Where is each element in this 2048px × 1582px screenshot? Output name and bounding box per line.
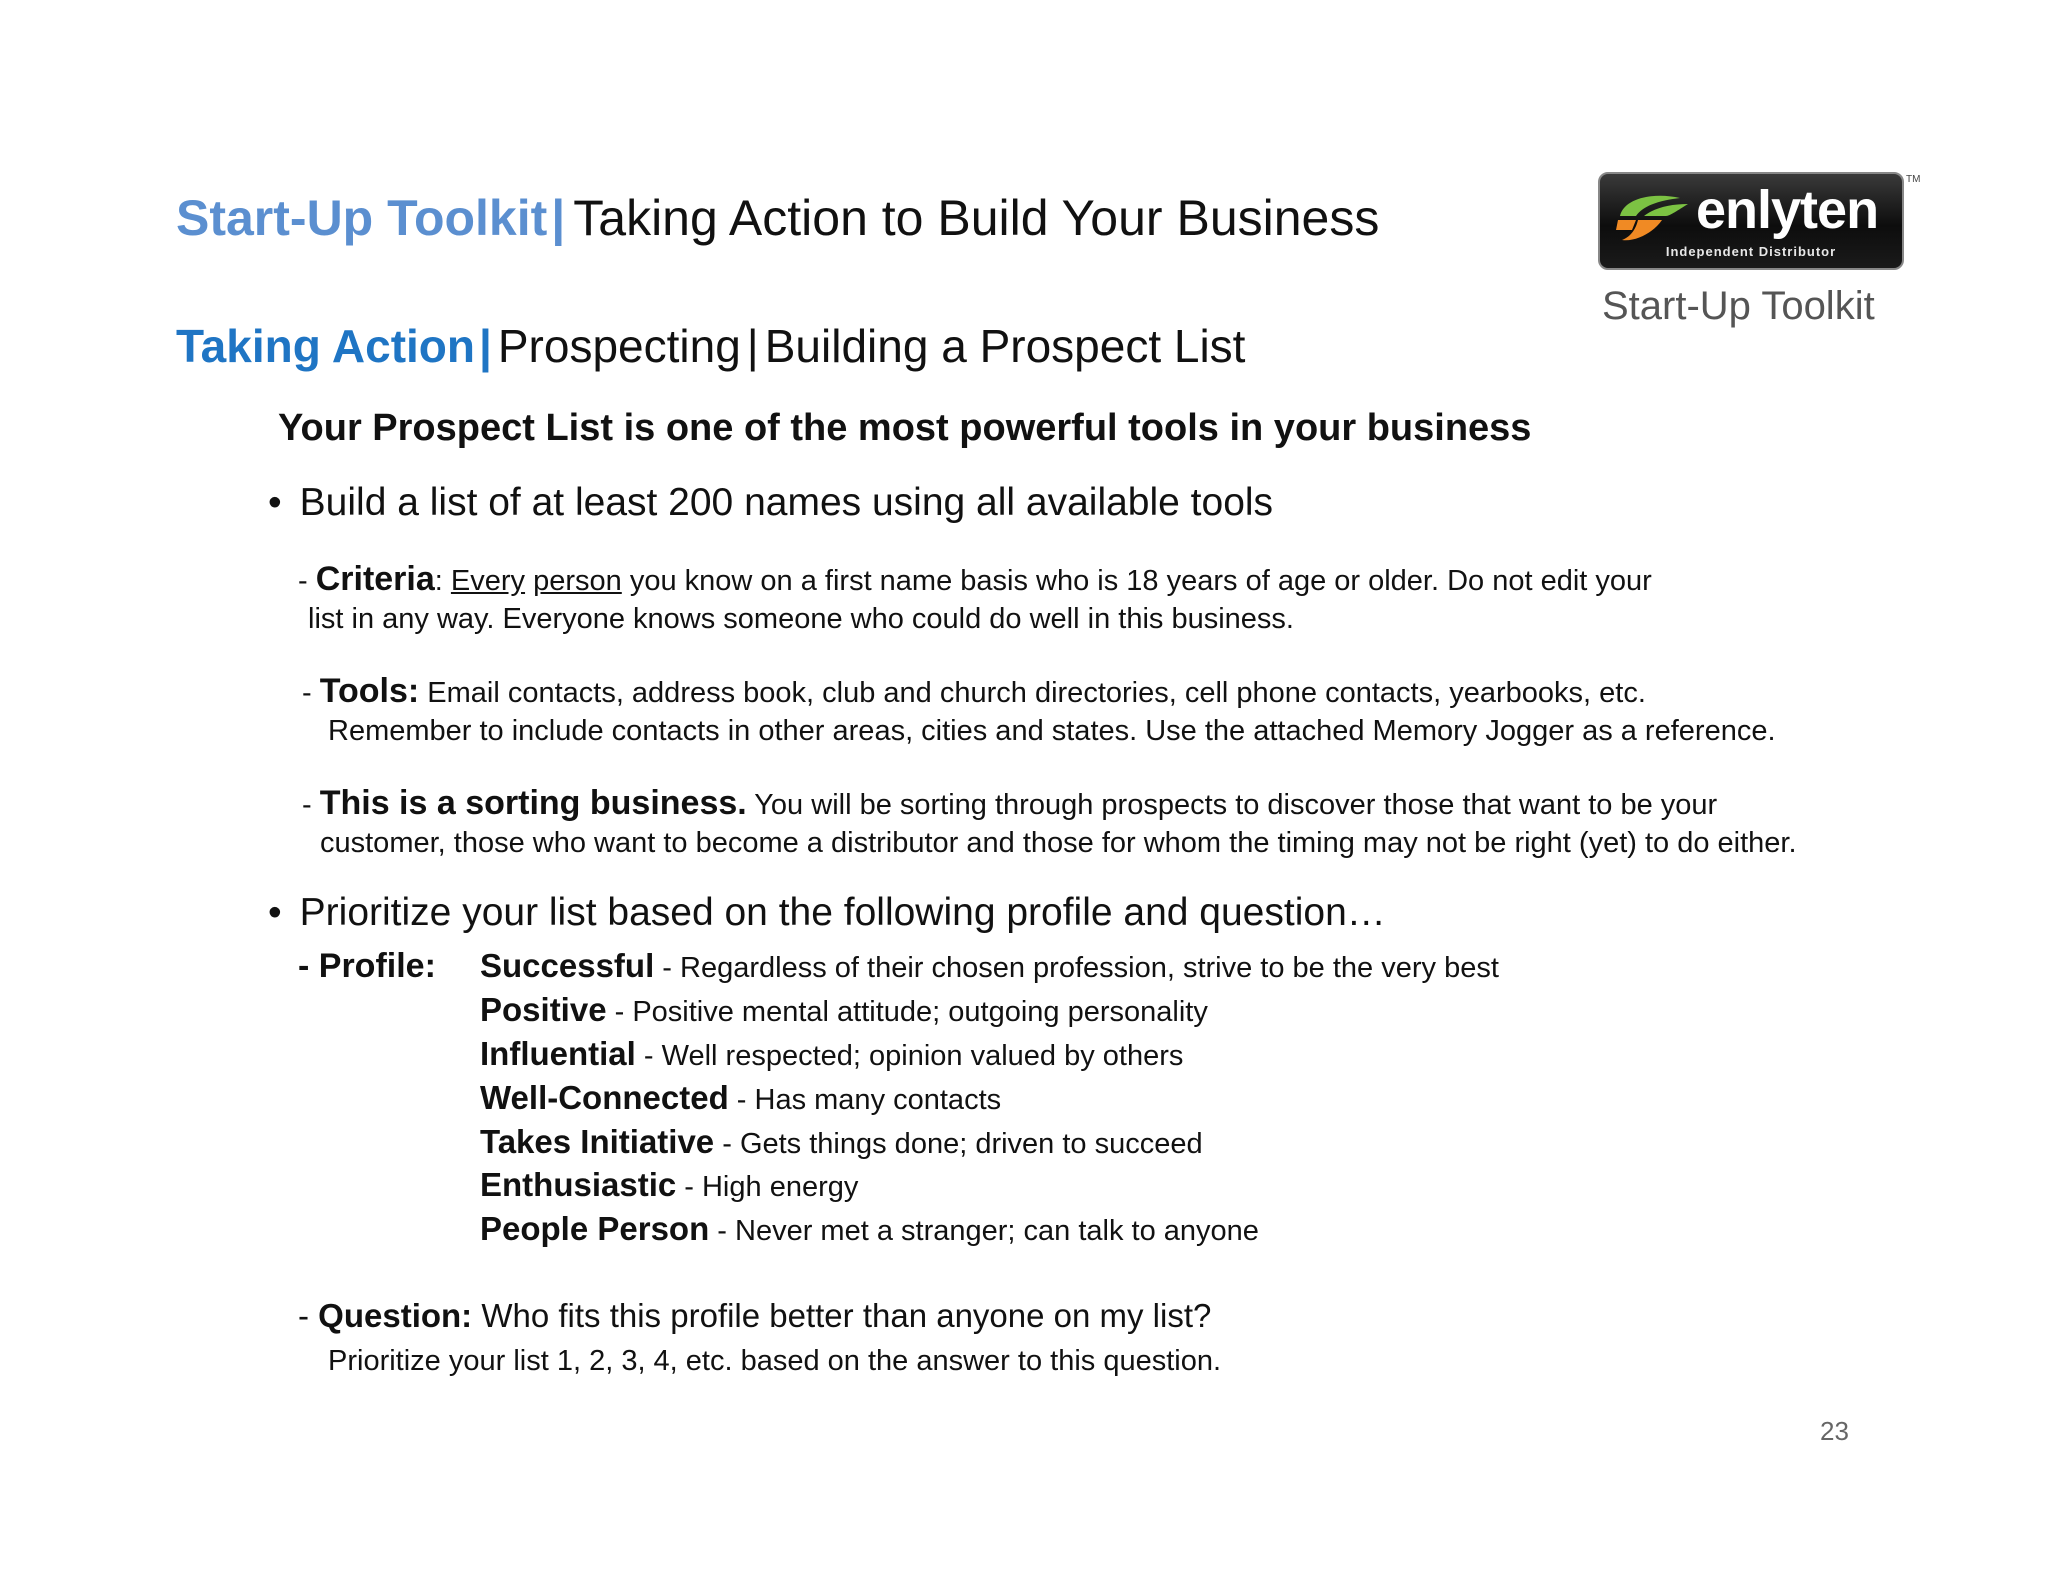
section-title — [176, 318, 1245, 374]
section-part-1: Prospecting — [497, 320, 741, 372]
trait-desc: - High energy — [676, 1171, 859, 1203]
question-text: Who fits this profile better than anyone on my list? — [472, 1297, 1212, 1334]
question-line-2: Prioritize your list 1, 2, 3, 4, etc. based on the answer to this question. — [328, 1345, 1222, 1377]
trait-desc: - Positive mental attitude; outgoing personality — [606, 996, 1208, 1028]
section-separator: | — [479, 320, 492, 372]
sorting-line-1 — [302, 784, 1717, 824]
dash: - — [302, 677, 320, 709]
trait-item — [480, 1078, 1001, 1120]
sorting-line-2: customer, those who want to become a distributor and those for whom the timing may not be right (yet) to do either. — [320, 827, 1797, 859]
underlined-person: person — [533, 565, 622, 597]
trait-item — [480, 1122, 1203, 1164]
bullet-build-list — [268, 478, 1273, 528]
bullet-text: Build a list of at least 200 names using all available tools — [299, 481, 1274, 524]
trait-name: Enthusiastic — [480, 1166, 677, 1203]
title-brand: Start-Up Toolkit — [176, 190, 548, 246]
profile-label: - Profile: — [298, 947, 436, 985]
page-title — [176, 188, 1379, 248]
trademark: TM — [1906, 174, 1921, 185]
section-part-2: Building a Prospect List — [764, 320, 1246, 372]
trait-name: Positive — [480, 991, 607, 1028]
tools-line-1 — [302, 672, 1646, 712]
bullet-dot: • — [268, 891, 282, 934]
dash: - — [298, 1297, 319, 1334]
section-brand: Taking Action — [176, 320, 475, 372]
title-separator: | — [551, 190, 566, 246]
trait-name: People Person — [480, 1210, 710, 1247]
dash: - — [302, 789, 320, 821]
trait-desc: - Well respected; opinion valued by others — [635, 1040, 1184, 1072]
bullet-text: Prioritize your list based on the following profile and question… — [299, 891, 1386, 934]
logo-subtitle: Independent Distributor — [1665, 244, 1837, 259]
bullet-dot: • — [268, 481, 282, 524]
dash: - — [298, 565, 316, 597]
question-label: Question: — [318, 1297, 473, 1334]
enlyten-logo — [1598, 172, 1904, 270]
criteria-label: Criteria — [315, 560, 435, 598]
enlyten-swoosh-icon — [1614, 190, 1692, 246]
bullet-prioritize — [268, 888, 1386, 938]
title-rest: Taking Action to Build Your Business — [573, 190, 1380, 246]
trait-name: Influential — [480, 1035, 636, 1072]
tools-text: Email contacts, address book, club and church directories, cell phone contacts, yearbooks, etc. — [419, 677, 1646, 709]
sorting-text: You will be sorting through prospects to discover those that want to be your — [746, 789, 1718, 821]
section-separator-2: | — [746, 320, 759, 372]
trait-item — [480, 946, 1499, 988]
question-line-1 — [298, 1294, 1211, 1338]
trait-item — [480, 1034, 1183, 1076]
trait-desc: - Gets things done; driven to succeed — [714, 1128, 1203, 1160]
trait-item — [480, 990, 1208, 1032]
trait-desc: - Never met a stranger; can talk to anyone — [709, 1215, 1259, 1247]
tools-line-2: Remember to include contacts in other areas, cities and states. Use the attached Memory Jogger as a reference. — [328, 715, 1776, 747]
logo-word: enlyten — [1696, 180, 1879, 240]
tools-label: Tools: — [319, 672, 420, 710]
criteria-line-2: list in any way. Everyone knows someone who could do well in this business. — [308, 603, 1294, 635]
colon: : — [434, 565, 451, 597]
trait-name: Takes Initiative — [480, 1123, 715, 1160]
trait-name: Successful — [480, 947, 655, 984]
trait-desc: - Regardless of their chosen profession, strive to be the very best — [654, 952, 1499, 984]
trait-item — [480, 1209, 1259, 1251]
criteria-line-1 — [298, 560, 1652, 600]
criteria-text: you know on a first name basis who is 18 years of age or older. Do not edit your — [621, 565, 1652, 597]
logo-caption: Start-Up Toolkit — [1602, 284, 1875, 328]
trait-item — [480, 1165, 858, 1207]
tagline: Your Prospect List is one of the most powerful tools in your business — [278, 407, 1532, 449]
trait-desc: - Has many contacts — [728, 1084, 1002, 1116]
underlined-every: Every — [450, 565, 526, 597]
sorting-label: This is a sorting business. — [319, 784, 747, 822]
trait-name: Well-Connected — [480, 1079, 729, 1116]
page-number: 23 — [1820, 1416, 1849, 1446]
